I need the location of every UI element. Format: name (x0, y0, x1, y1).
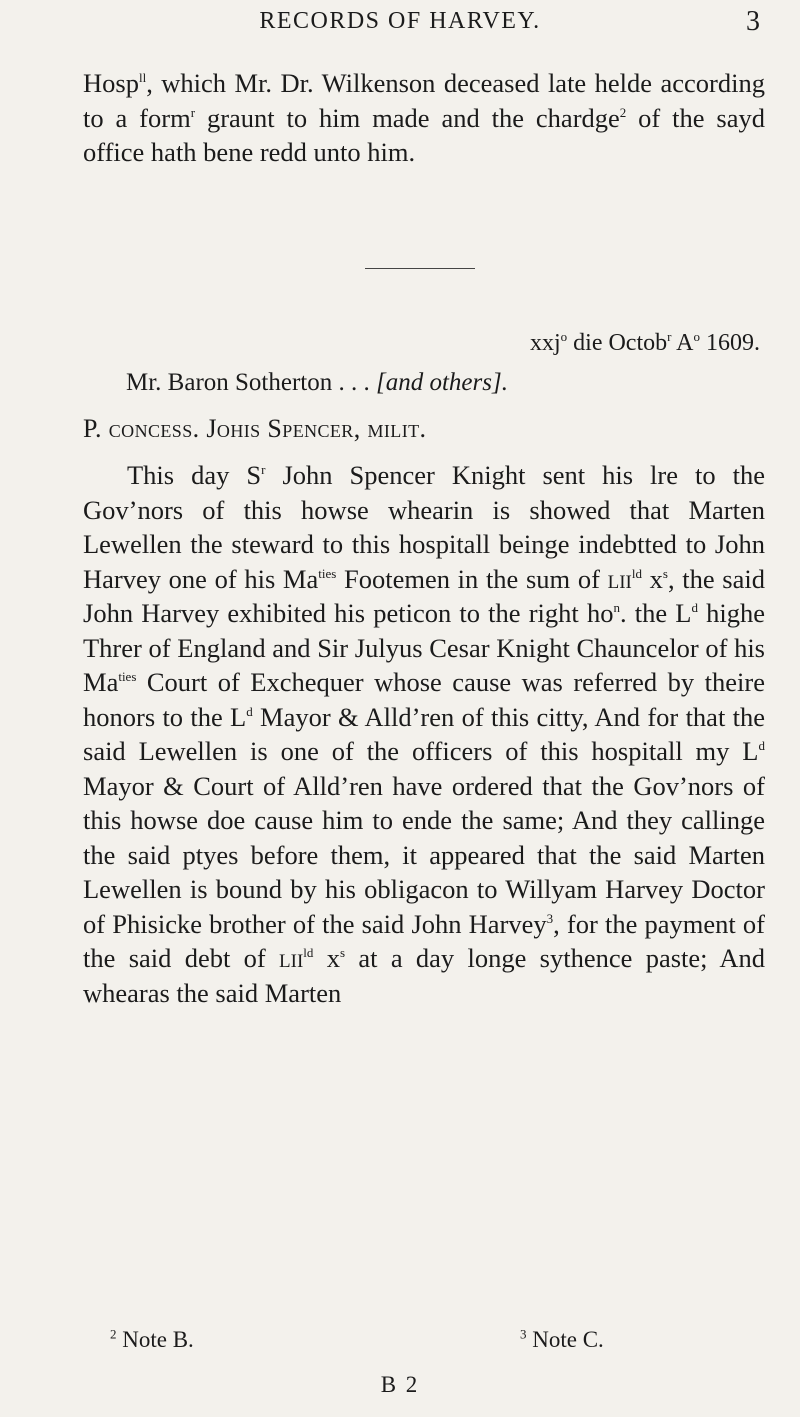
running-head: RECORDS OF HARVEY. (259, 8, 541, 34)
footnote-c: $^3$ Note C. (520, 1326, 604, 1352)
date-line: xxj$^o$ die Octob$^r$ $A^o$ 1609. (529, 329, 760, 356)
signature-mark: B 2 (380, 1372, 420, 1397)
page-number: 3 (746, 6, 760, 37)
present-line: Mr. Baron Sotherton . . . [and others]. (126, 369, 508, 396)
section-divider (365, 268, 475, 269)
paragraph-1: Hosp$^{ll}$, which Mr. Dr. Wilkenson deceased late helde according to a form$^r$ graunt to him made and the chardge$^2$ of the sayd office hath bene redd unto him. (83, 68, 766, 167)
footnote-b: $^2$ Note B. (110, 1326, 194, 1352)
paragraph-2: This day $S^r$ John Spencer Knight sent his lre to the Gov’nors of this howse whearin is showed that Marten Lewellen the steward to this hospitall beinge indebtted to John Harvey one of his $Ma^{ties}$ Footemen in the sum of lii$^{ld}$ $x^s$, the said John Harvey exhibited his peticon to the right $ho^n$. the $L^d$ highe Threr of England and Sir Julyus Cesar Knight Chauncelor of his $Ma^{ties}$ Court of Exchequer whose cause was referred by theire honors to the $L^d$ Mayor & Alld’ren of this citty, And for that the said Lewellen is one of the officers of this hospitall my $L^d$ Mayor & Court of Alld’ren have ordered that the Gov’nors of this howse doe cause him to ende the same; And they callinge the said ptyes before them, it appeared that the said Marten Lewellen is bound by his obligacon to Willyam Harvey Doctor of Phisicke brother of the said John Harvey$^3$, for the payment of the said debt of lii$^{ld}$ $x^s$ at a day longe sythence paste; And whearas the said Marten (83, 460, 766, 1008)
section-heading: P. concess. Johis Spencer, milit. (83, 414, 427, 443)
